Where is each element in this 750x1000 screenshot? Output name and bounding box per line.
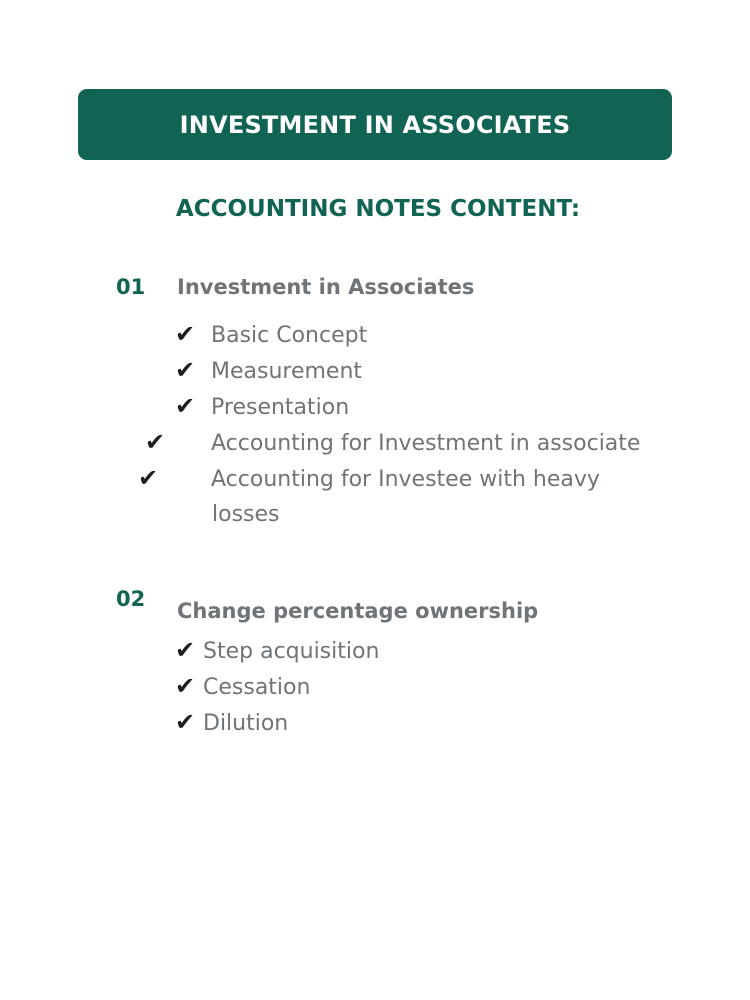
check-icon: ✔ — [175, 708, 196, 736]
section-number-01: 01 — [116, 275, 146, 299]
section-subtitle: ACCOUNTING NOTES CONTENT: — [175, 196, 581, 222]
list-item-label: Accounting for Investment in associate — [211, 431, 641, 456]
section-title-02: Change percentage ownership — [177, 599, 539, 623]
list-item — [175, 705, 645, 741]
check-icon: ✔ — [175, 636, 196, 664]
list-item-label: Measurement — [211, 359, 363, 384]
section-02-list — [175, 633, 645, 741]
page-title: INVESTMENT IN ASSOCIATES — [179, 110, 571, 139]
list-item — [175, 389, 645, 425]
list-item — [175, 633, 645, 669]
list-item-label: Accounting for Investee with heavy losses — [211, 467, 600, 527]
list-item — [175, 669, 645, 705]
list-item — [175, 317, 645, 353]
check-icon: ✔ — [175, 356, 196, 384]
check-icon: ✔ — [175, 392, 196, 420]
title-banner — [78, 89, 672, 160]
section-title-01: Investment in Associates — [177, 275, 475, 299]
check-icon: ✔ — [175, 672, 196, 700]
list-item — [138, 461, 645, 532]
list-item-label: Dilution — [203, 711, 289, 736]
list-item — [175, 353, 645, 389]
section-01-list — [138, 317, 645, 532]
check-icon: ✔ — [145, 428, 166, 456]
check-icon: ✔ — [175, 320, 196, 348]
list-item-label: Presentation — [211, 395, 350, 420]
check-icon: ✔ — [138, 464, 159, 492]
list-item — [145, 425, 645, 461]
list-item-label: Step acquisition — [203, 639, 380, 664]
list-item-label: Cessation — [203, 675, 311, 700]
section-number-02: 02 — [116, 587, 146, 611]
list-item-label: Basic Concept — [211, 323, 368, 348]
